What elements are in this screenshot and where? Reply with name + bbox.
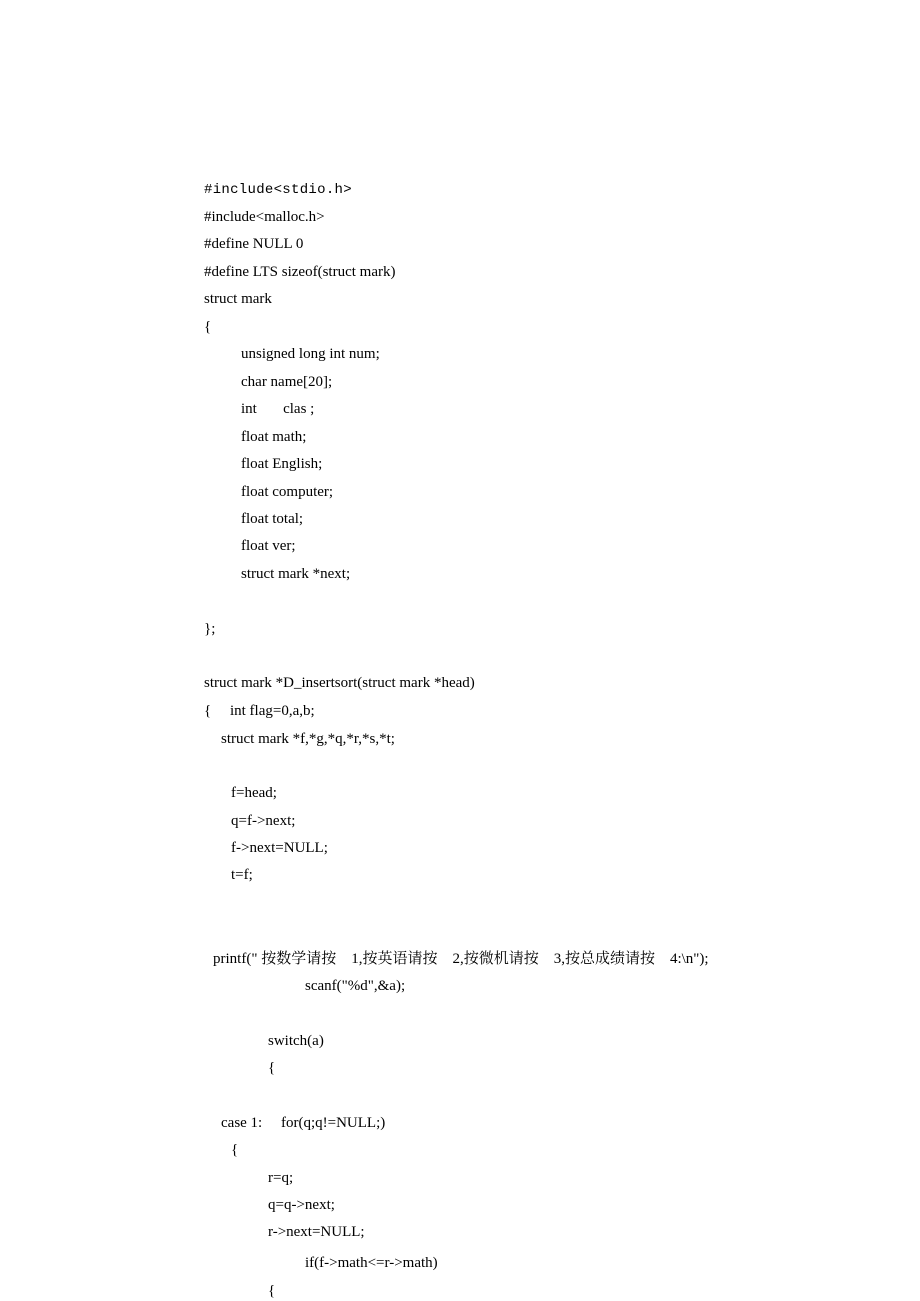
code-line: { int flag=0,a,b; <box>204 703 315 719</box>
code-line: printf(" 按数学请按 1,按英语请按 2,按微机请按 3,按总成绩请按 4:\n"); <box>213 951 709 967</box>
code-line: #include<malloc.h> <box>204 209 325 225</box>
code-line: case 1: for(q;q!=NULL;) <box>221 1115 386 1131</box>
code-line: f->next=NULL; <box>231 840 328 856</box>
code-line: struct mark *next; <box>241 566 351 582</box>
code-line: }; <box>204 621 216 637</box>
code-line: q=f->next; <box>231 813 296 829</box>
code-line: t=f; <box>231 867 253 883</box>
code-line: char name[20]; <box>241 374 333 390</box>
code-line: scanf("%d",&a); <box>305 978 406 994</box>
code-line: f=head; <box>231 785 277 801</box>
code-line: int clas ; <box>241 401 315 417</box>
code-line: float ver; <box>241 538 296 554</box>
code-line: unsigned long int num; <box>241 346 380 362</box>
code-line: r->next=NULL; <box>268 1224 365 1240</box>
code-line: { <box>268 1283 276 1299</box>
code-line: { <box>231 1142 239 1158</box>
code-line: { <box>204 319 212 335</box>
code-line: #define LTS sizeof(struct mark) <box>204 264 396 280</box>
code-line: switch(a) <box>268 1033 324 1049</box>
code-line: { <box>268 1060 276 1076</box>
code-line: #define NULL 0 <box>204 236 304 252</box>
code-line: q=q->next; <box>268 1197 335 1213</box>
code-line: struct mark *f,*g,*q,*r,*s,*t; <box>221 731 395 747</box>
code-line: struct mark *D_insertsort(struct mark *head) <box>204 675 475 691</box>
code-line: float math; <box>241 429 307 445</box>
code-line: struct mark <box>204 291 272 307</box>
code-line: r=q; <box>268 1170 294 1186</box>
code-line: float English; <box>241 456 323 472</box>
code-line: #include<stdio.h> <box>204 182 352 198</box>
code-line: float total; <box>241 511 304 527</box>
code-line: float computer; <box>241 484 334 500</box>
code-line: if(f->math<=r->math) <box>305 1255 438 1271</box>
